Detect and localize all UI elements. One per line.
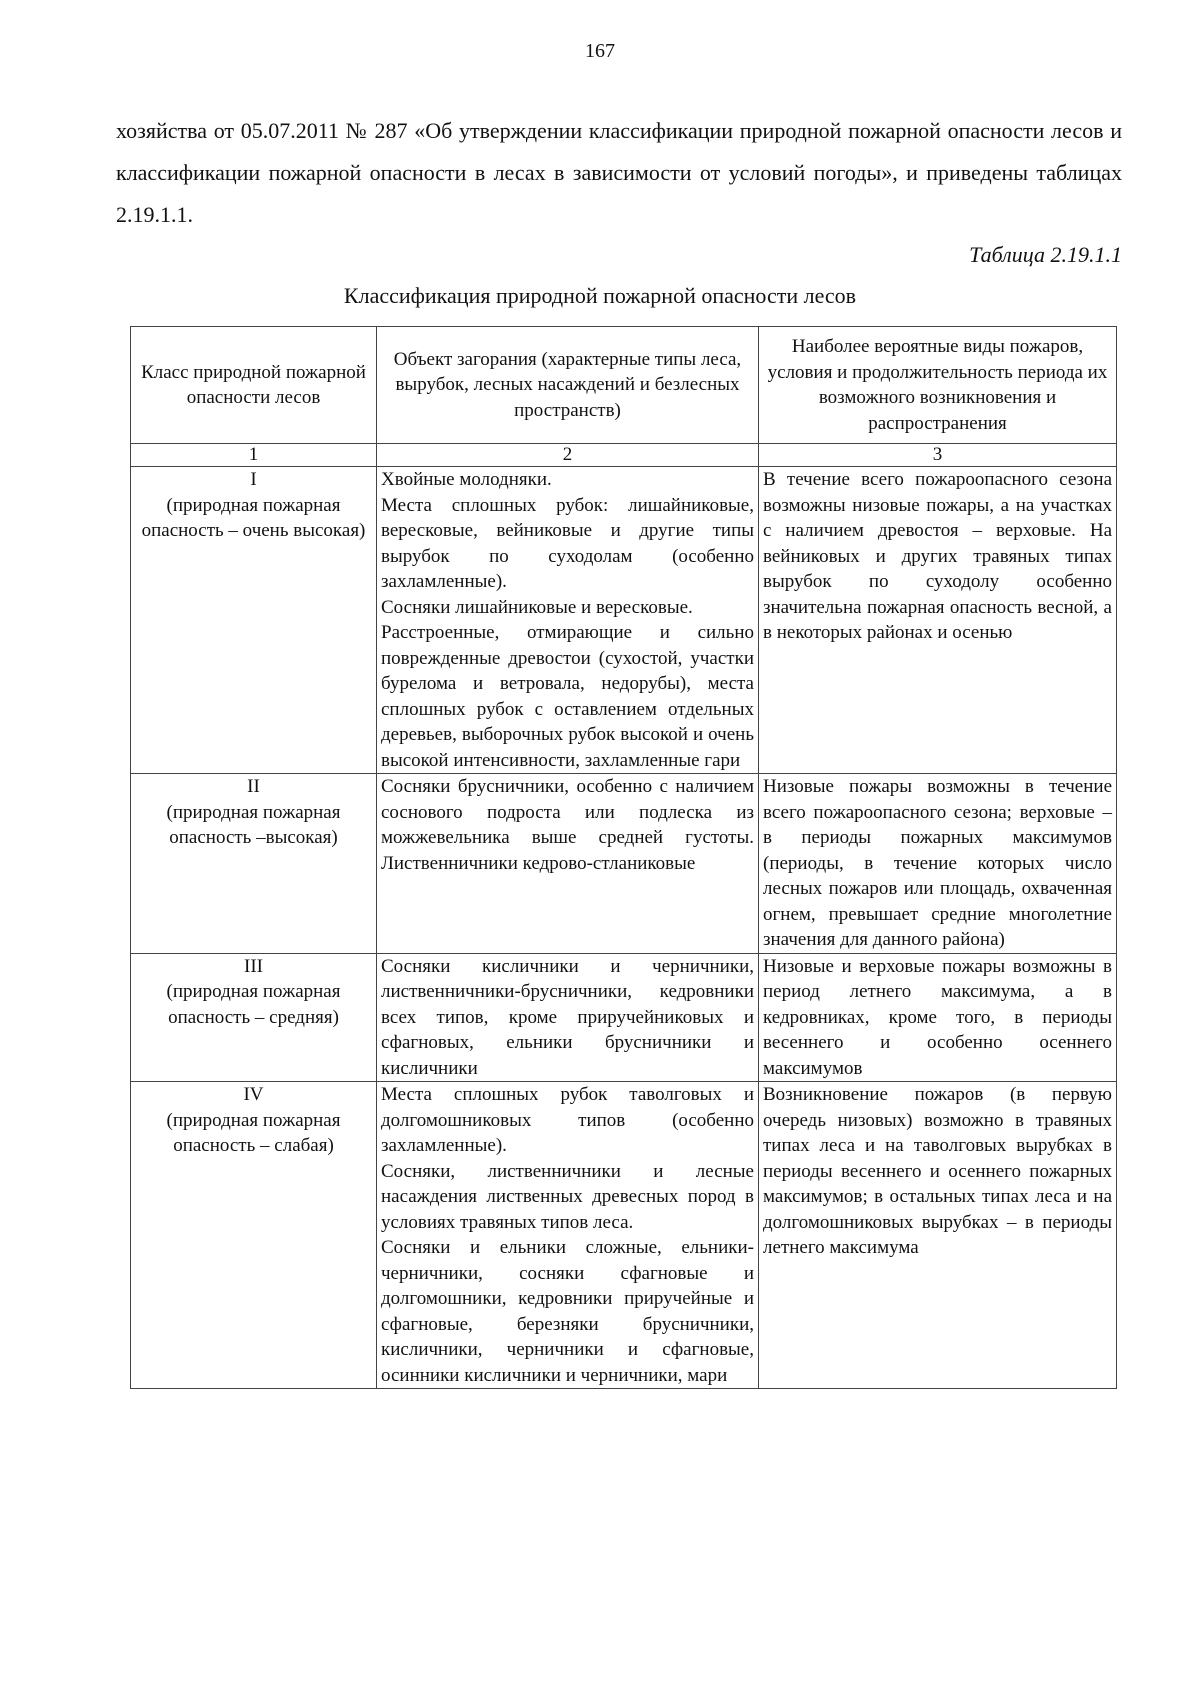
header-fires: Наиболее вероятные виды пожаров, условия и продолжительность периода их возможного возникновения и распространения <box>759 327 1117 444</box>
column-number: 3 <box>759 444 1117 467</box>
object-item: Сосняки кисличники и черничники, лиственничники-брусничники, кедровники всех типов, кроме приручейниковых и сфагновых, ельники брусничники и кисличники <box>381 955 754 1079</box>
class-description: (природная пожарная опасность – средняя) <box>166 981 341 1028</box>
object-item: Места сплошных рубок: лишайниковые, вересковые, вейниковые и другие типы вырубок по суходолам (особенно захламленные). <box>381 494 754 592</box>
table-row <box>131 1082 1117 1389</box>
class-numeral: III <box>244 955 263 977</box>
object-item: Хвойные молодняки. <box>381 469 552 490</box>
fire-danger-table <box>130 326 1117 1389</box>
object-item: Сосняки лишайниковые и вересковые. <box>381 596 693 618</box>
object-item: Сосняки, лиственничники и лесные насаждения лиственных древесных пород в условиях травяных типов леса. <box>381 1160 754 1233</box>
object-item: Расстроенные, отмирающие и сильно поврежденные древостои (сухостой, участки бурелома и ветровала, недорубы), места сплошных рубок с оставлением отдельных деревьев, выборочных рубок высокой и очень высокой интенсивности, захламленные гари <box>381 622 754 771</box>
table-row <box>131 774 1117 954</box>
class-description: (природная пожарная опасность – слабая) <box>166 1109 341 1156</box>
object-cell <box>377 774 759 954</box>
class-description: (природная пожарная опасность –высокая) <box>166 801 341 848</box>
intro-paragraph: хозяйства от 05.07.2011 № 287 «Об утверждении классификации природной пожарной опасности лесов и классификации пожарной опасности в лесах в зависимости от условий погоды», и приведены таблицах 2.19.1.1. <box>116 118 1122 227</box>
table-header-row <box>131 327 1117 444</box>
table-row <box>131 953 1117 1082</box>
class-numeral: II <box>247 776 260 797</box>
class-cell <box>131 1082 377 1389</box>
class-cell <box>131 953 377 1082</box>
object-item: Сосняки и ельники сложные, ельники-черничники, сосняки сфагновые и долгомошники, кедровники приручейные и сфагновые, березняки брусничники, кисличники, черничники и сфагновые, осинники кисличники и черничники, мари <box>381 1237 754 1386</box>
object-cell <box>377 953 759 1082</box>
class-cell <box>131 774 377 954</box>
column-number: 1 <box>131 444 377 467</box>
page-number: 167 <box>585 40 615 62</box>
fires-cell: Возникновение пожаров (в первую очередь низовых) возможно в травяных типах леса и на таволговых вырубках в периоды весеннего и осеннего пожарных максимумов; в остальных типах леса и на долгомошниковых вырубках – в периоды летнего максимума <box>759 1082 1117 1389</box>
table-title: Классификация природной пожарной опасности лесов <box>343 283 857 308</box>
column-number: 2 <box>377 444 759 467</box>
header-object: Объект загорания (характерные типы леса, вырубок, лесных насаждений и безлесных пространств) <box>377 327 759 444</box>
class-cell <box>131 467 377 774</box>
header-class: Класс природной пожарной опасности лесов <box>131 327 377 444</box>
table-label: Таблица 2.19.1.1 <box>969 242 1122 267</box>
object-item: Сосняки брусничники, особенно с наличием соснового подроста или подлеска из можжевельника выше средней густоты. Лиственничники кедрово-стланиковые <box>381 776 754 874</box>
table-row <box>131 467 1117 774</box>
class-numeral: IV <box>243 1084 264 1105</box>
object-cell <box>377 1082 759 1389</box>
object-item: Места сплошных рубок таволговых и долгомошниковых типов (особенно захламленные). <box>381 1084 754 1156</box>
class-description: (природная пожарная опасность – очень высокая) <box>141 494 366 541</box>
object-cell <box>377 467 759 774</box>
fires-cell: В течение всего пожароопасного сезона возможны низовые пожары, а на участках с наличием древостоя – верховые. На вейниковых и других травяных типах вырубок по суходолу особенно значительна пожарная опасность весной, а в некоторых районах и осенью <box>759 467 1117 774</box>
fires-cell: Низовые и верховые пожары возможны в период летнего максимума, а в кедровниках, кроме того, в периоды весеннего и особенно осеннего максимумов <box>759 953 1117 1082</box>
class-numeral: I <box>250 469 257 490</box>
fires-cell: Низовые пожары возможны в течение всего пожароопасного сезона; верховые – в периоды пожарных максимумов (периоды, в течение которых число лесных пожаров или площадь, охваченная огнем, превышает средние многолетние значения для данного района) <box>759 774 1117 954</box>
column-number-row <box>131 444 1117 467</box>
